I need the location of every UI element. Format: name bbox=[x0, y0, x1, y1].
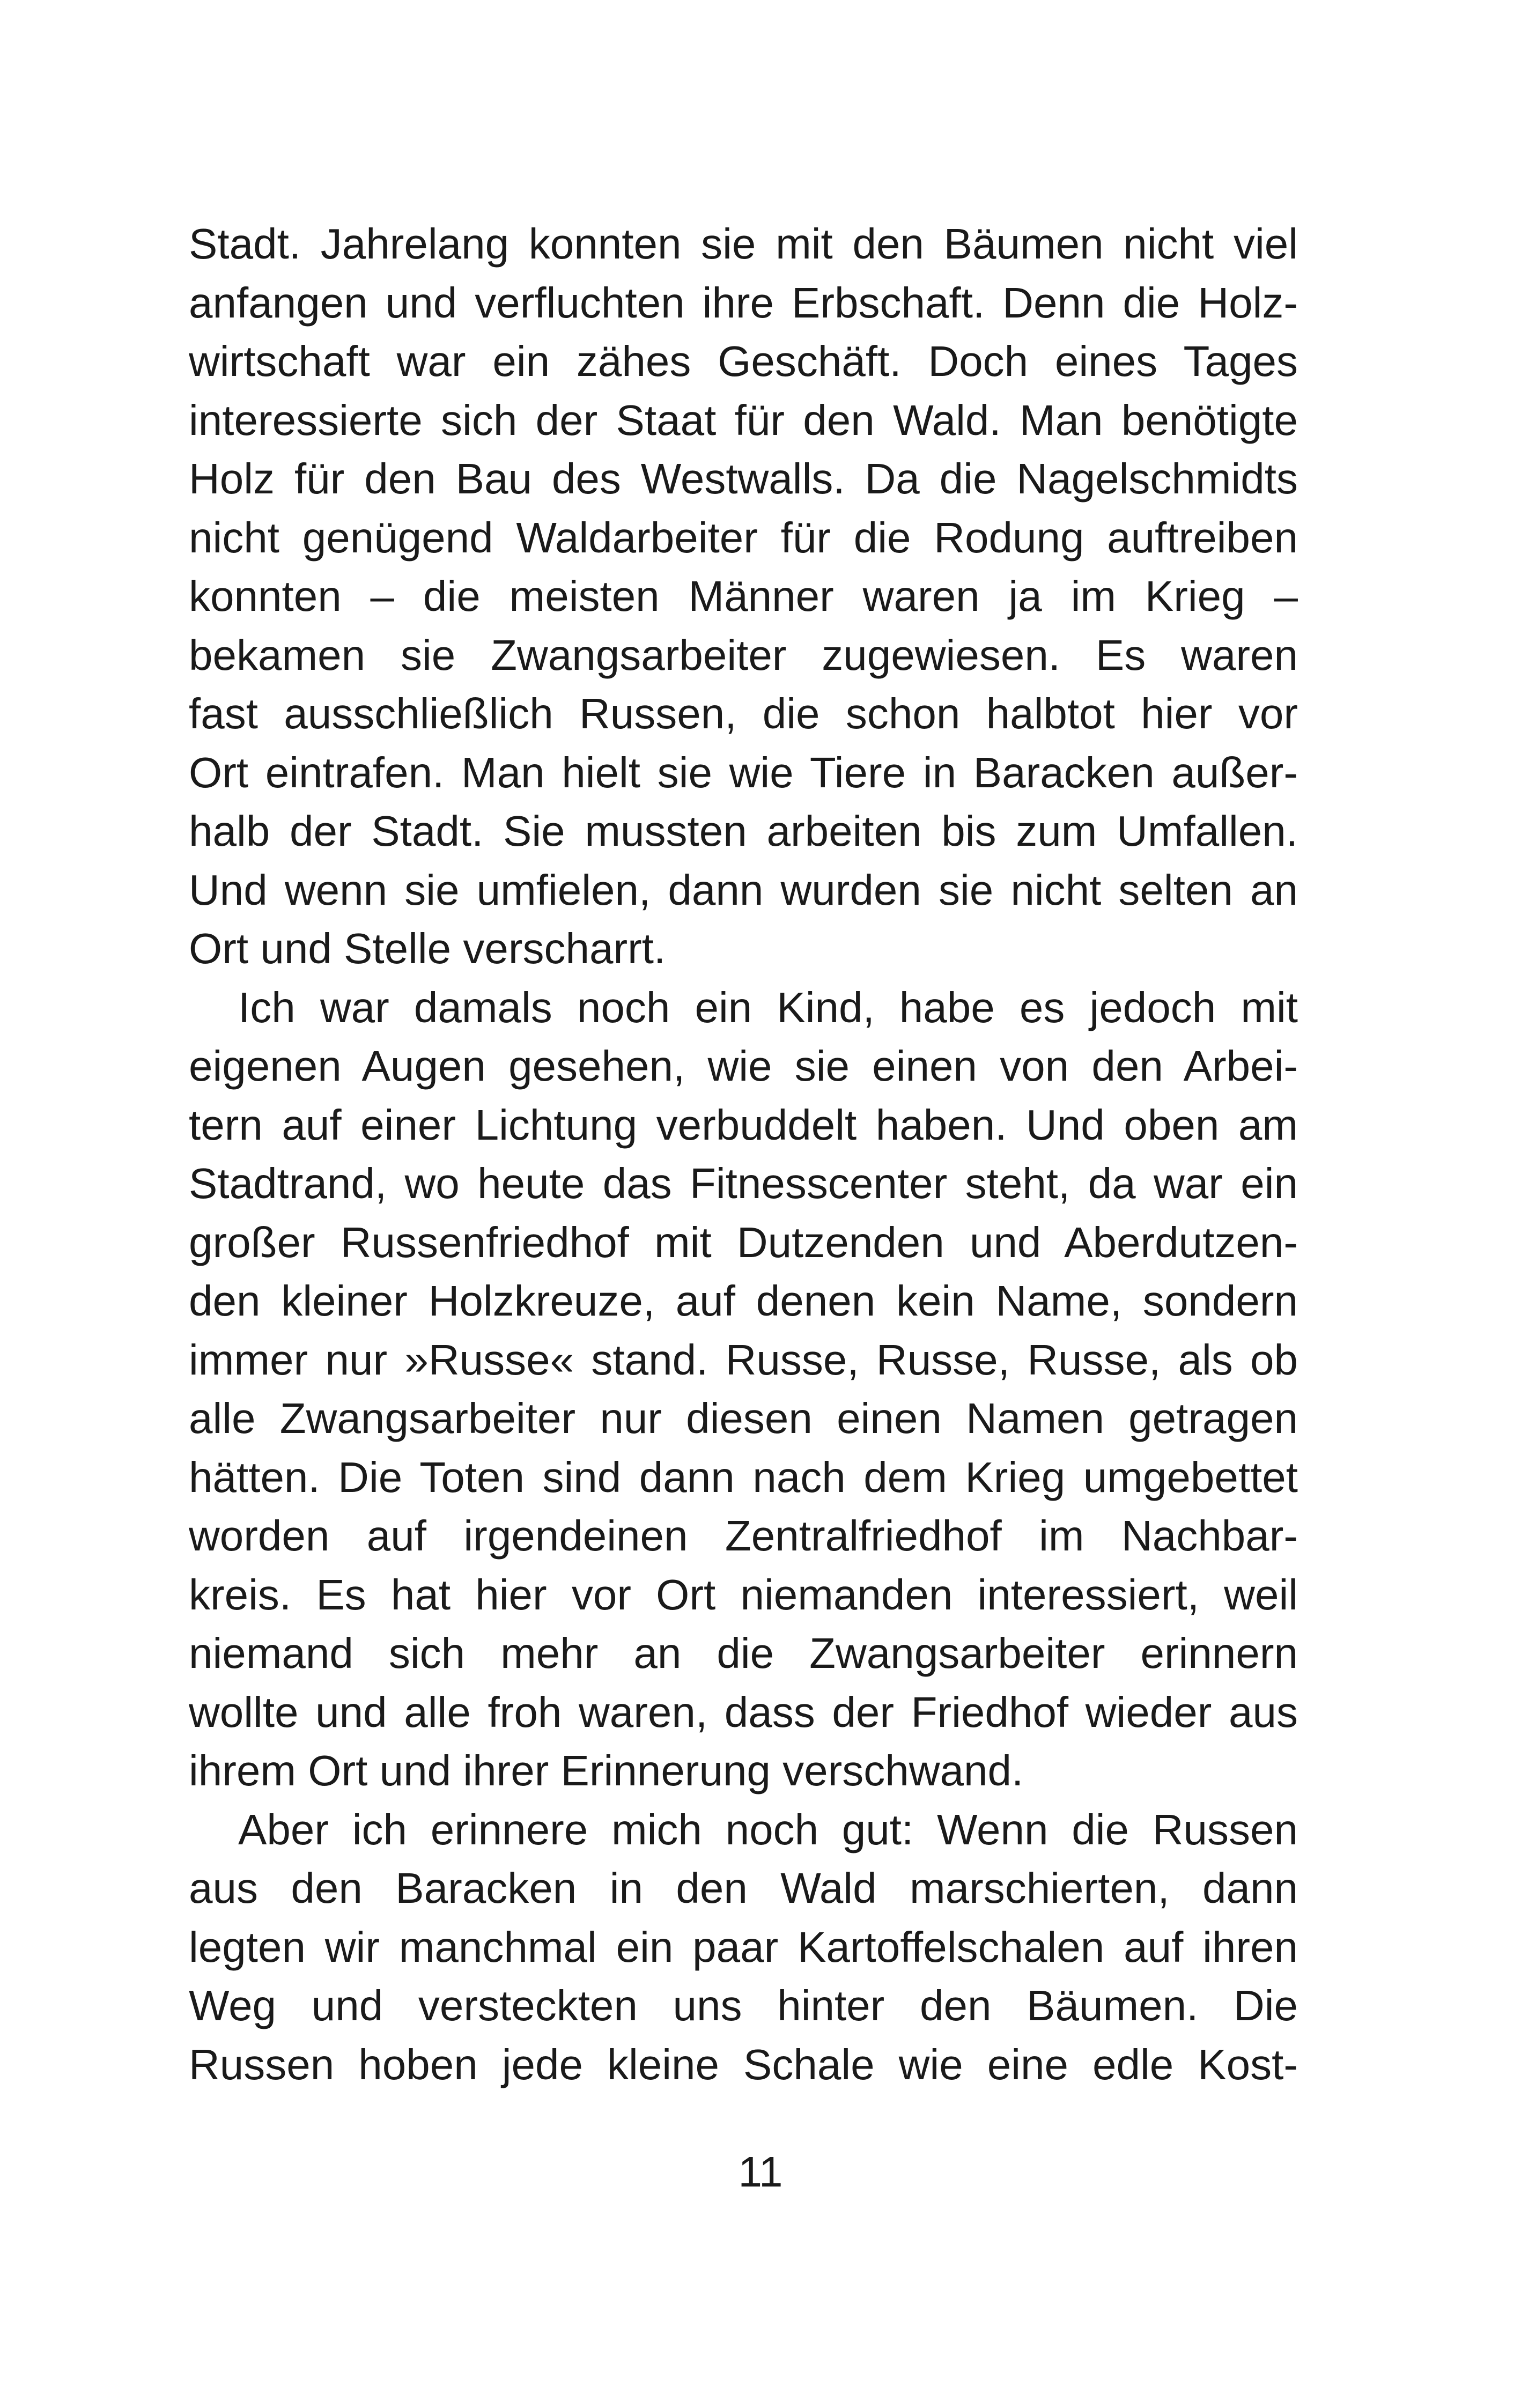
paragraph bbox=[189, 1800, 1298, 2094]
text-line: wirtschaft war ein zähes Geschäft. Doch eines Tages bbox=[189, 337, 1298, 385]
text-line: aus den Baracken in den Wald marschierten, dann bbox=[189, 1864, 1298, 1912]
text-line: kreis. Es hat hier vor Ort niemanden interessiert, weil bbox=[189, 1570, 1298, 1619]
text-line: halb der Stadt. Sie mussten arbeiten bis zum Umfallen. bbox=[189, 807, 1298, 855]
text-line: wollte und alle froh waren, dass der Friedhof wieder aus bbox=[189, 1688, 1298, 1736]
text-line: worden auf irgendeinen Zentralfriedhof im Nachbar- bbox=[189, 1512, 1298, 1560]
paragraph bbox=[189, 215, 1298, 978]
text-line: Aber ich erinnere mich noch gut: Wenn die Russen bbox=[238, 1805, 1298, 1853]
body-text bbox=[189, 215, 1298, 2094]
text-line: großer Russenfriedhof mit Dutzenden und Aberdutzen- bbox=[189, 1218, 1298, 1266]
text-line: alle Zwangsarbeiter nur diesen einen Namen getragen bbox=[189, 1394, 1298, 1442]
text-line: den kleiner Holzkreuze, auf denen kein Name, sondern bbox=[189, 1277, 1298, 1325]
text-line: hätten. Die Toten sind dann nach dem Krieg umgebettet bbox=[189, 1453, 1298, 1501]
text-line: bekamen sie Zwangsarbeiter zugewiesen. Es waren bbox=[189, 631, 1298, 679]
text-line: ihrem Ort und ihrer Erinnerung verschwand. bbox=[189, 1747, 1024, 1794]
text-line: Holz für den Bau des Westwalls. Da die Nagelschmidts bbox=[189, 455, 1298, 503]
text-line: Ort und Stelle verscharrt. bbox=[189, 925, 666, 972]
text-line: Stadt. Jahrelang konnten sie mit den Bäumen nicht viel bbox=[189, 220, 1298, 268]
text-line: Ich war damals noch ein Kind, habe es jedoch mit bbox=[238, 983, 1298, 1031]
text-line: Stadtrand, wo heute das Fitnesscenter steht, da war ein bbox=[189, 1159, 1298, 1207]
text-line: eigenen Augen gesehen, wie sie einen von den Arbei- bbox=[189, 1042, 1298, 1090]
text-line: nicht genügend Waldarbeiter für die Rodung auftreiben bbox=[189, 513, 1298, 562]
text-line: anfangen und verfluchten ihre Erbschaft. Denn die Holz- bbox=[189, 278, 1298, 327]
text-line: Russen hoben jede kleine Schale wie eine edle Kost- bbox=[189, 2040, 1298, 2088]
text-line: legten wir manchmal ein paar Kartoffelschalen auf ihren bbox=[189, 1923, 1298, 1971]
text-line: konnten – die meisten Männer waren ja im Krieg – bbox=[189, 572, 1298, 620]
text-line: fast ausschließlich Russen, die schon halbtot hier vor bbox=[189, 690, 1298, 737]
paragraph bbox=[189, 978, 1298, 1800]
text-line: tern auf einer Lichtung verbuddelt haben. Und oben am bbox=[189, 1100, 1298, 1149]
text-line: immer nur »Russe« stand. Russe, Russe, Russe, als ob bbox=[189, 1335, 1298, 1384]
text-line: Weg und versteckten uns hinter den Bäumen. Die bbox=[189, 1982, 1298, 2029]
page-number: 11 bbox=[738, 2148, 783, 2196]
text-line: niemand sich mehr an die Zwangsarbeiter erinnern bbox=[189, 1629, 1298, 1677]
text-line: interessierte sich der Staat für den Wald. Man benötigte bbox=[189, 396, 1298, 444]
text-line: Und wenn sie umfielen, dann wurden sie nicht selten an bbox=[189, 866, 1298, 914]
text-line: Ort eintrafen. Man hielt sie wie Tiere in Baracken außer- bbox=[189, 748, 1298, 796]
